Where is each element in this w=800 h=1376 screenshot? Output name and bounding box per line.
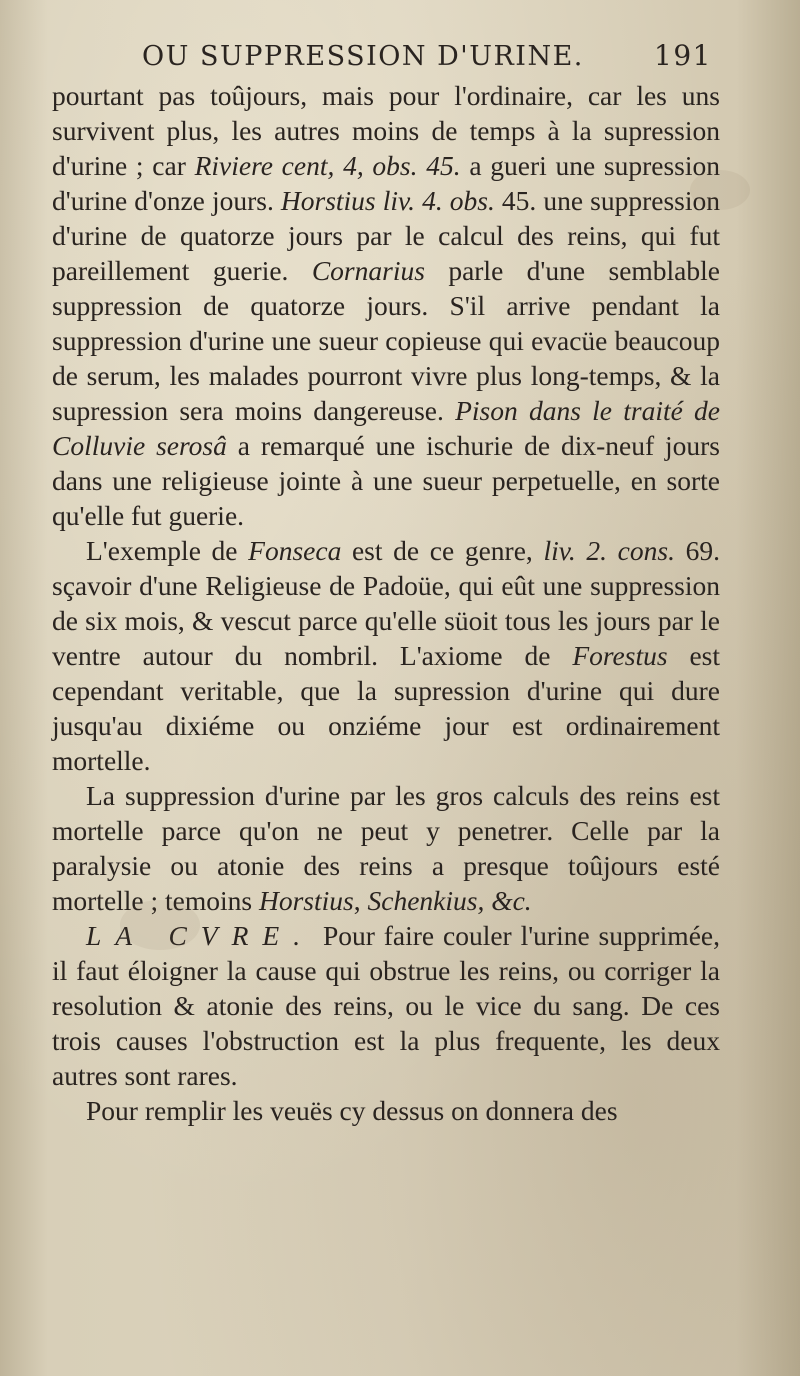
running-header — [142, 39, 712, 72]
text-run: est cependant veritable, que la supression d'urine qui dure jusqu'au dixiéme ou onziéme jour est ordinairement mortelle. — [52, 640, 720, 776]
text-run: 69. sçavoir d'une Religieuse de Padoüe, qui eût une suppression de six mois, & vescut parce qu'elle süoit tous les jours par le ventre autour du nombril. L'axiome de — [52, 535, 720, 671]
paragraph-p3 — [52, 778, 720, 918]
italic-reference: Horstius — [258, 885, 354, 916]
text-run: L'exemple de — [86, 535, 249, 566]
italic-reference: Schenkius, &c. — [367, 885, 532, 916]
italic-reference: Horstius liv. 4. obs. — [280, 185, 495, 216]
italic-reference: Cornarius — [311, 255, 425, 286]
italic-reference: Riviere cent, 4, obs. 45. — [194, 150, 461, 181]
italic-reference: Fonseca — [248, 535, 342, 566]
text-run: Pour remplir les veuës cy dessus on donnera des — [86, 1095, 618, 1126]
text-run: est de ce genre, — [341, 535, 544, 566]
text-run: parle d'une semblable suppression de quatorze jours. S'il arrive pendant la suppression d'urine une sueur copieuse qui evacüe beaucoup de serum, les malades pourront vivre plus long-temps, & la supression sera moins dangereuse. — [52, 255, 720, 426]
text-run: pourtant pas toûjours, mais pour l'ordinaire, car les uns survivent plus, les autres moins de temps à la supression d'urine ; car — [52, 80, 720, 181]
paragraph-p2 — [52, 533, 720, 778]
body-text — [52, 78, 720, 1128]
italic-reference: liv. 2. cons. — [543, 535, 675, 566]
running-title: OU SUPPRESSION D'URINE. — [142, 41, 584, 72]
text-run: Pour faire couler l'urine supprimée, il faut éloigner la cause qui obstrue les reins, ou corriger la resolution & atonie des reins, ou le vice du sang. De ces trois causes l'obstruction est la plus frequente, les deux autres sont rares. — [52, 920, 720, 1091]
text-run: , — [353, 885, 368, 916]
section-heading: LA CVRE. — [86, 920, 315, 951]
italic-reference: Pison dans le traité de Colluvie serosâ — [52, 395, 720, 461]
text-run: a remarqué une ischurie de dix-neuf jours dans une religieuse jointe à une sueur perpetuelle, en sorte qu'elle fut guerie. — [52, 430, 720, 531]
paragraph-p1 — [52, 78, 720, 533]
text-run: a gueri une supression d'urine d'onze jours. — [52, 150, 720, 216]
text-run: 45. une suppression d'urine de quatorze jours par le calcul des reins, qui fut pareillement guerie. — [52, 185, 720, 286]
page-number: 191 — [654, 39, 712, 72]
paper-stain — [690, 170, 750, 210]
paper-stain — [120, 900, 200, 950]
italic-reference: Forestus — [572, 640, 668, 671]
text-run: La suppression d'urine par les gros calculs des reins est mortelle parce qu'on ne peut y penetrer. Celle par la paralysie ou atonie des reins a presque toûjours esté mortelle ; temoins — [52, 780, 720, 916]
paragraph-p5 — [52, 1093, 720, 1128]
